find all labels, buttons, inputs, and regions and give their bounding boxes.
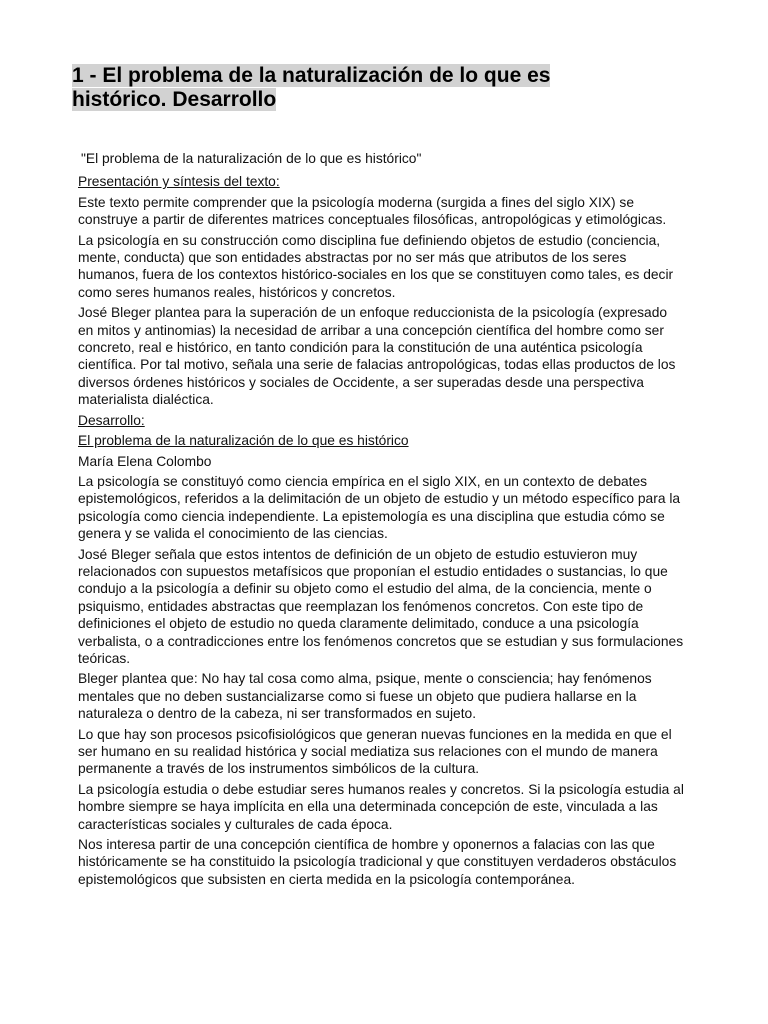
development-paragraph-3: Bleger plantea que: No hay tal cosa como alma, psique, mente o consciencia; hay fenómenos mentales que no deben sustancializarse como si fuese un objeto que pudiera hallarse en la naturaleza o dentro de la cabeza, ni ser transformados en sujeto. xyxy=(78,671,652,722)
title-line-2: histórico. Desarrollo xyxy=(72,88,277,111)
presentation-paragraph-1: Este texto permite comprender que la psicología moderna (surgida a fines del siglo XIX) se construye a partir de diferentes matrices conceptuales filosóficas, antropológicas y etimológicas. xyxy=(78,194,667,228)
development-paragraph-4: Lo que hay son procesos psicofisiológicos que generan nuevas funciones en la medida en que el ser humano en su realidad histórica y social mediatiza sus relaciones con el mundo de manera permanente a través de los instrumentos simbólicos de la cultura. xyxy=(78,726,672,777)
author-name: María Elena Colombo xyxy=(78,453,212,469)
development-subtitle: El problema de la naturalización de lo que es histórico xyxy=(78,433,409,449)
presentation-heading: Presentación y síntesis del texto: xyxy=(78,174,280,190)
presentation-paragraph-3: José Bleger plantea para la superación de un enfoque reduccionista de la psicología (expresado en mitos y antinomias) la necesidad de arribar a una concepción científica del hombre como ser concreto, real e histórico, en tanto condición para la constitución de una auténtica psicología científica. Por tal motivo, señala una serie de falacias antropológicas, todas ellas productos de los diversos órdenes históricos y sociales de Occidente, a ser superadas desde una perspectiva materialista dialéctica. xyxy=(78,305,676,408)
presentation-paragraph-2: La psicología en su construcción como disciplina fue definiendo objetos de estudio (conciencia, mente, conducta) que son entidades abstractas por no ser más que atributos de los seres humanos, fuera de los contextos histórico-sociales en los que se constituyen como tales, es decir como seres humanos reales, históricos y concretos. xyxy=(78,232,674,300)
development-paragraph-2: José Bleger señala que estos intentos de definición de un objeto de estudio estuvieron muy relacionados con supuestos metafísicos que proponían el estudio entidades o sustancias, lo que condujo a la psicología a definir su objeto como el estudio del alma, de la conciencia, mente o psiquismo, entidades abstractas que reemplazan los fenómenos concretos. Con este tipo de definiciones el objeto de estudio no queda claramente delimitado, conduce a una psicología verbalista, o a contradicciones entre los fenómenos concretos que se estudian y sus formulaciones teóricas. xyxy=(78,546,684,666)
development-heading: Desarrollo: xyxy=(78,412,145,428)
development-paragraph-6: Nos interesa partir de una concepción científica de hombre y oponernos a falacias con las que históricamente se ha constituido la psicología tradicional y que constituyen verdaderos obstáculos epistemológicos que subsisten en cierta medida en la psicología contemporánea. xyxy=(78,837,677,887)
title-line-1: 1 - El problema de la naturalización de lo que es xyxy=(72,64,551,87)
document-body xyxy=(78,150,686,891)
quoted-title: "El problema de la naturalización de lo que es histórico" xyxy=(81,151,422,166)
development-paragraph-5: La psicología estudia o debe estudiar seres humanos reales y concretos. Si la psicología estudia al hombre siempre se haya implícita en ella una determinada concepción de este, vinculada a las características sociales y culturales de cada época. xyxy=(78,781,684,832)
development-paragraph-1: La psicología se constituyó como ciencia empírica en el siglo XIX, en un contexto de debates epistemológicos, referidos a la delimitación de un objeto de estudio y un método específico para la psicología como ciencia independiente. La epistemología es una disciplina que estudia cómo se genera y se valida el conocimiento de las ciencias. xyxy=(78,473,681,542)
document-title xyxy=(72,64,632,112)
